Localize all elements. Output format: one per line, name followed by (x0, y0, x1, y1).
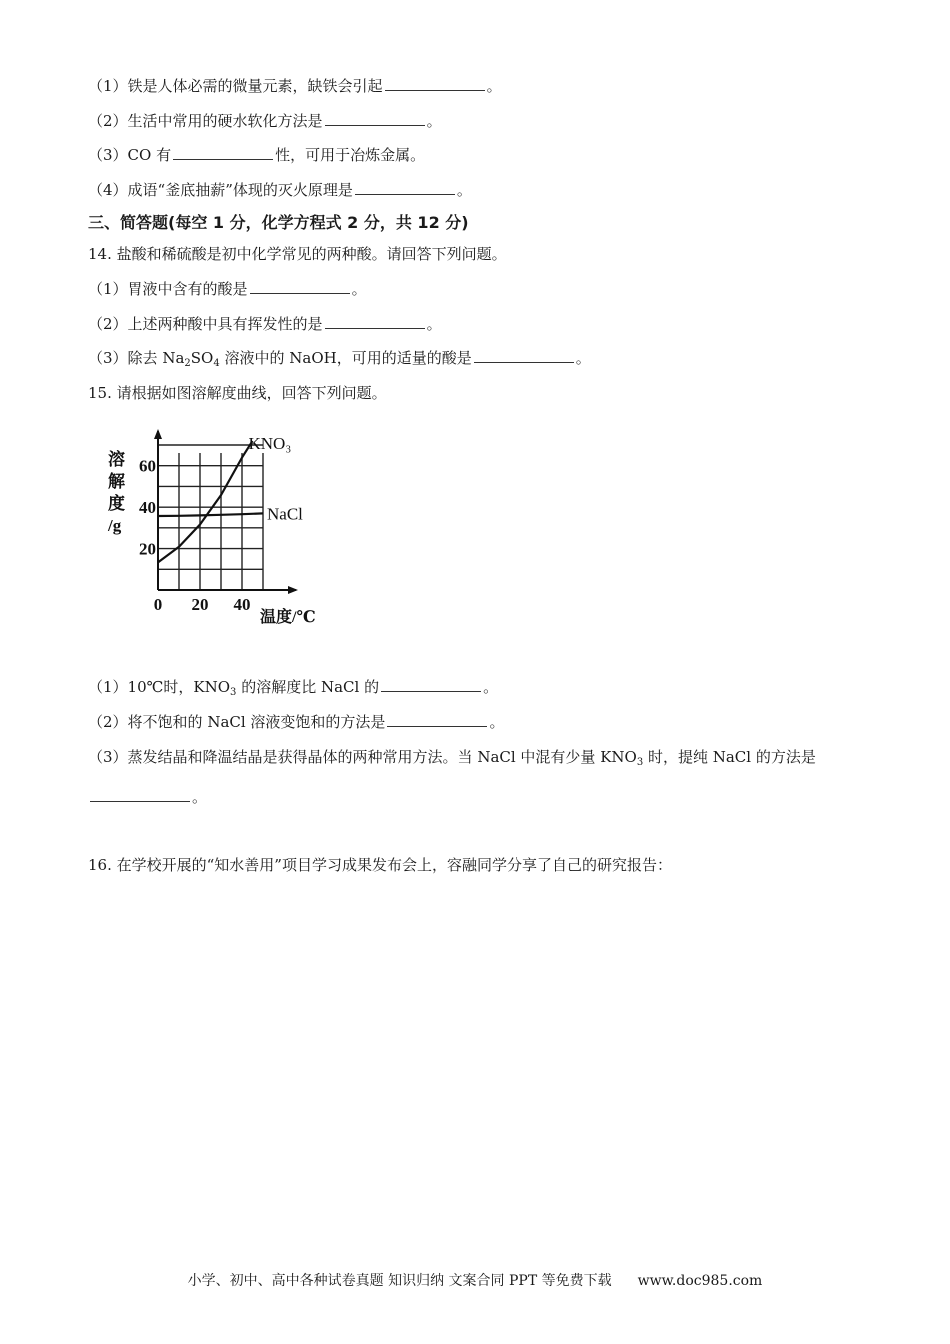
q14-stem: 14. 盐酸和稀硫酸是初中化学常见的两种酸。请回答下列问题。 (88, 245, 507, 263)
q15-part2: （2）将不饱和的 NaCl 溶液变饱和的方法是 。 (88, 713, 505, 731)
answer-blank[interactable] (250, 279, 350, 294)
chart-labels (107, 434, 316, 626)
q15-part3-answer: 。 (88, 787, 207, 807)
answer-blank[interactable] (385, 76, 485, 91)
answer-blank[interactable] (325, 111, 425, 126)
answer-blank[interactable] (90, 787, 190, 802)
x-tick-label: 20 (191, 595, 209, 614)
q13-part1: （1）铁是人体必需的微量元素，缺铁会引起 。 (88, 77, 502, 95)
x-tick-label: 0 (153, 595, 163, 614)
q14-part1: （1）胃液中含有的酸是 。 (88, 280, 367, 298)
answer-blank[interactable] (325, 314, 425, 329)
y-tick-label: 40 (139, 498, 156, 518)
y-axis-label: 溶 (108, 450, 125, 469)
answer-blank[interactable] (387, 712, 487, 727)
q14-part2: （2）上述两种酸中具有挥发性的是 。 (88, 315, 442, 333)
x-axis-label: 温度/℃ (260, 609, 316, 626)
answer-blank[interactable] (474, 348, 574, 363)
y-axis-label: /g (108, 516, 122, 535)
y-tick-label: 60 (139, 456, 156, 476)
footer-text: 小学、初中、高中各种试卷真题 知识归纳 文案合同 PPT 等免费下载 (187, 1273, 612, 1289)
chart-grid (158, 445, 263, 590)
answer-blank[interactable] (173, 145, 273, 160)
series-line-0 (158, 441, 253, 563)
q15-part1: （1）10℃时，$KNO_3$ 的溶解度比 NaCl 的 。 (88, 678, 499, 698)
q16-stem: 16. 在学校开展的“知水善用”项目学习成果发布会上，容融同学分享了自己的研究报告： (88, 856, 672, 874)
x-axis-arrow (288, 586, 298, 594)
page-footer (0, 1270, 950, 1290)
q13-part2: （2）生活中常用的硬水软化方法是 。 (88, 112, 442, 130)
y-axis-label: 度 (108, 494, 125, 513)
y-tick-label: 20 (139, 539, 156, 559)
answer-blank[interactable] (355, 180, 455, 195)
q13-part3: （3）CO 有 性，可用于冶炼金属。 (88, 146, 426, 164)
q14-part3: （3）除去 $Na_2SO_4$ 溶液中的 NaOH，可用的适量的酸是 。 (88, 349, 591, 369)
x-tick-label: 40 (233, 595, 251, 614)
solubility-chart (100, 425, 350, 640)
q15-stem: 15. 请根据如图溶解度曲线，回答下列问题。 (88, 384, 387, 402)
q13-part4: （4）成语“釜底抽薪”体现的灭火原理是 。 (88, 181, 472, 199)
y-axis-arrow (154, 429, 162, 439)
answer-blank[interactable] (381, 677, 481, 692)
chart-series (158, 441, 263, 563)
series-label-nacl: NaCl (267, 504, 303, 524)
series-line-1 (158, 513, 263, 516)
q15-part3: （3）蒸发结晶和降温结晶是获得晶体的两种常用方法。当 NaCl 中混有少量 $KNO_3$ 时，提纯 NaCl 的方法是 (88, 748, 816, 768)
section-heading: 三、简答题(每空 1 分，化学方程式 2 分，共 12 分) (88, 213, 469, 232)
y-axis-label: 解 (108, 472, 125, 491)
footer-link[interactable]: www.doc985.com (637, 1273, 763, 1289)
series-label-kno3: KNO₃ (248, 434, 292, 453)
